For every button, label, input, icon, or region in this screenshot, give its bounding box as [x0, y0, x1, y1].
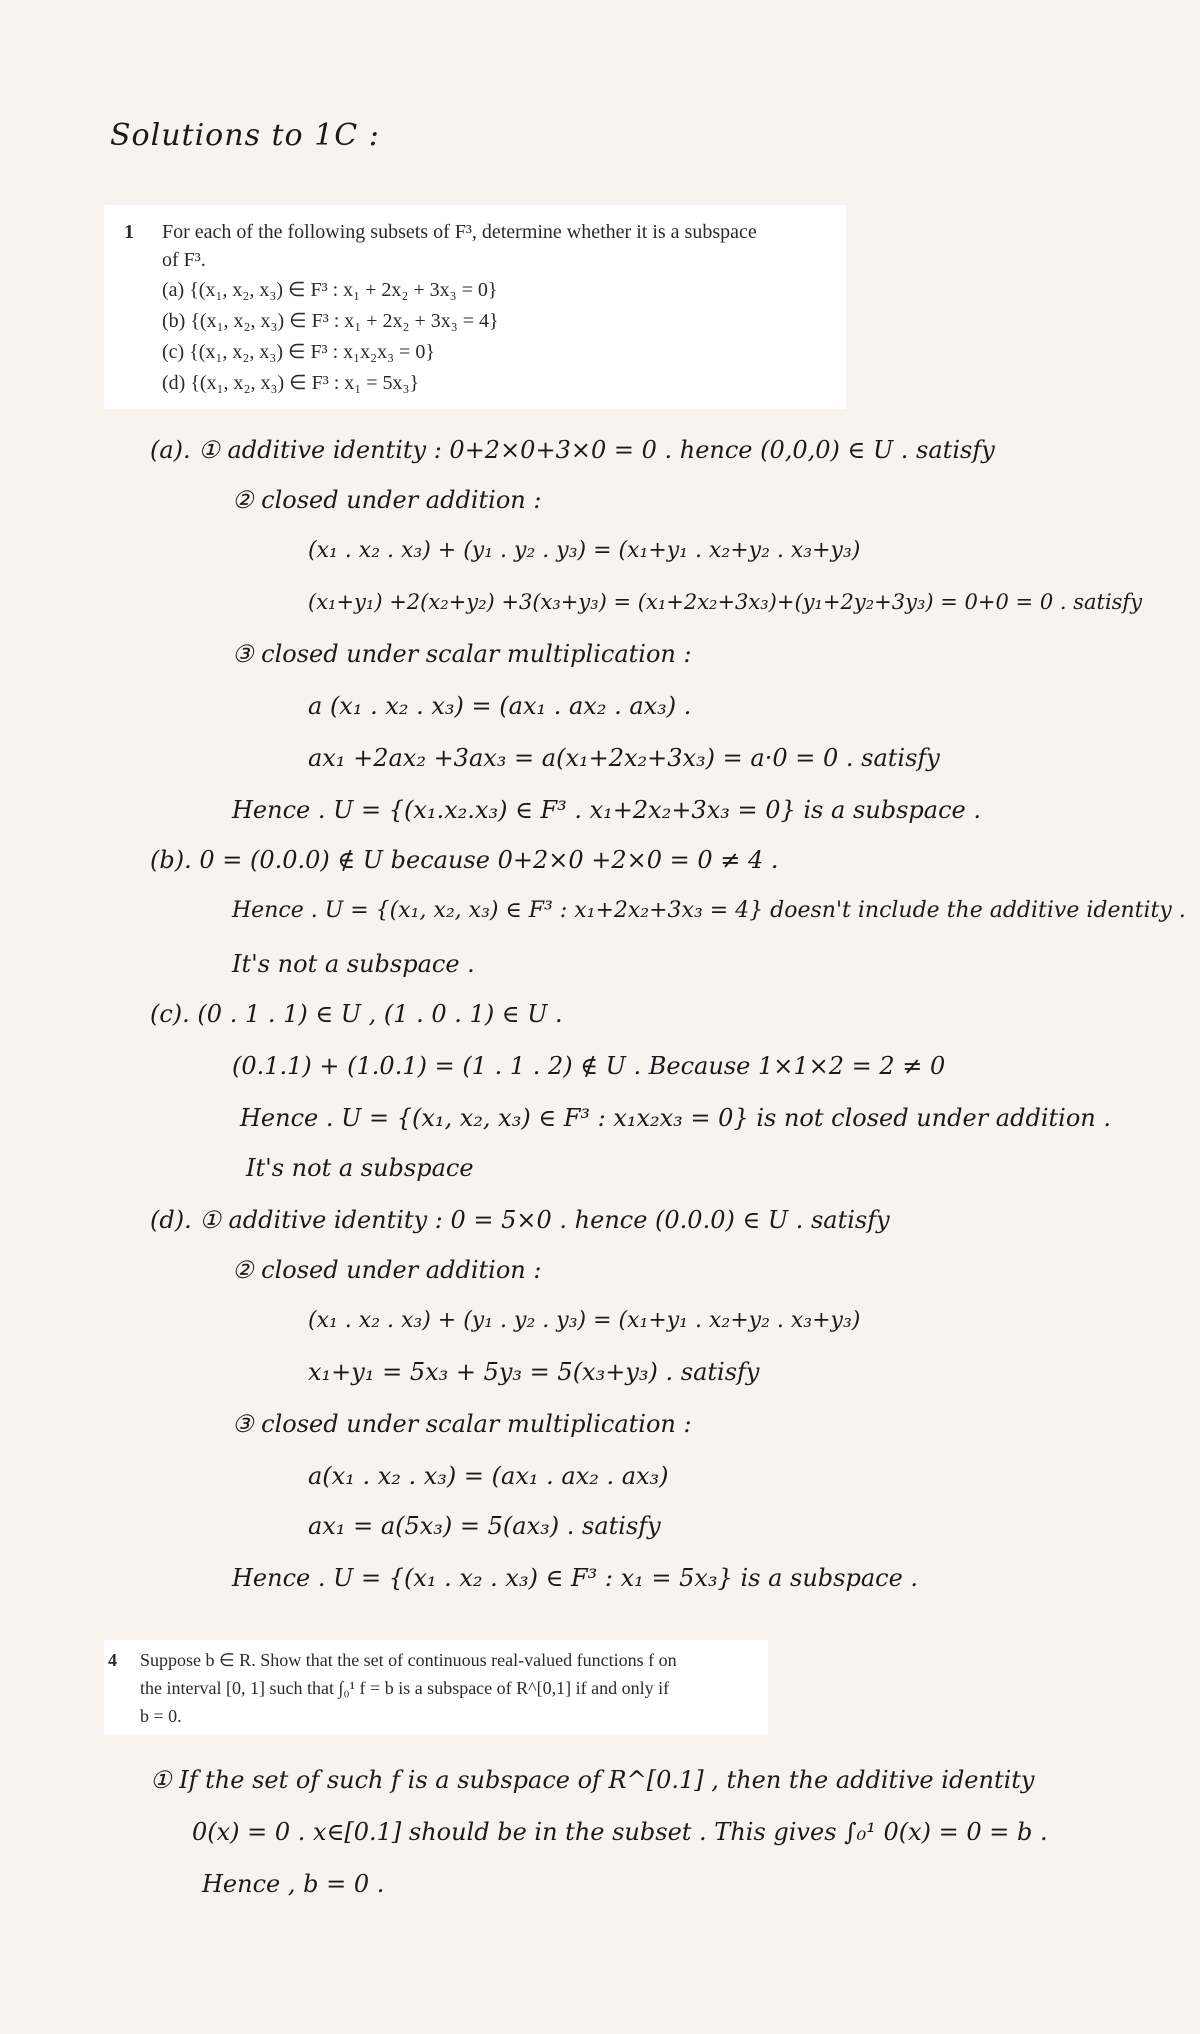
problem-statement-line: the interval [0, 1] such that ∫₀¹ f = b is a subspace of R^[0,1] if and only if	[140, 1678, 670, 1698]
solution-line: a(x₁ . x₂ . x₃) = (ax₁ . ax₂ . ax₃)	[308, 1462, 669, 1490]
solution-line: x₁+y₁ = 5x₃ + 5y₃ = 5(x₃+y₃) . satisfy	[308, 1358, 760, 1386]
solution-line: (a). ① additive identity : 0+2×0+3×0 = 0 . hence (0,0,0) ∈ U . satisfy	[150, 436, 995, 464]
solution-line: (x₁ . x₂ . x₃) + (y₁ . y₂ . y₃) = (x₁+y₁ . x₂+y₂ . x₃+y₃)	[308, 538, 861, 563]
problem-statement-line: Suppose b ∈ R. Show that the set of continuous real-valued functions f on	[140, 1650, 677, 1670]
solution-line: 0(x) = 0 . x∈[0.1] should be in the subset . This gives ∫₀¹ 0(x) = 0 = b .	[192, 1818, 1048, 1846]
solution-line: ax₁ +2ax₂ +3ax₃ = a(x₁+2x₂+3x₃) = a·0 = 0 . satisfy	[308, 744, 940, 772]
solution-line: ③ closed under scalar multiplication :	[232, 640, 692, 668]
solution-line: ② closed under addition :	[232, 486, 542, 514]
problem-4-excerpt	[104, 1640, 768, 1735]
solution-line: ② closed under addition :	[232, 1256, 542, 1284]
solution-line: Hence , b = 0 .	[202, 1870, 385, 1898]
solution-line: (x₁ . x₂ . x₃) + (y₁ . y₂ . y₃) = (x₁+y₁ . x₂+y₂ . x₃+y₃)	[308, 1308, 861, 1333]
solution-line: ③ closed under scalar multiplication :	[232, 1410, 692, 1438]
solution-line: a (x₁ . x₂ . x₃) = (ax₁ . ax₂ . ax₃) .	[308, 692, 692, 720]
problem-part-c: (c) {(x₁, x₂, x₃) ∈ F³ : x₁x₂x₃ = 0}	[162, 341, 435, 363]
solution-line: Hence . U = {(x₁, x₂, x₃) ∈ F³ : x₁+2x₂+3x₃ = 4} doesn't include the additive identity .	[232, 898, 1186, 923]
problem-number: 4	[108, 1650, 117, 1670]
solution-line: (d). ① additive identity : 0 = 5×0 . hence (0.0.0) ∈ U . satisfy	[150, 1206, 890, 1234]
solution-line: It's not a subspace .	[232, 950, 475, 978]
solution-line: (0.1.1) + (1.0.1) = (1 . 1 . 2) ∉ U . Because 1×1×2 = 2 ≠ 0	[232, 1052, 946, 1080]
problem-statement-line: b = 0.	[140, 1706, 182, 1726]
solution-line: (c). (0 . 1 . 1) ∈ U , (1 . 0 . 1) ∈ U .	[150, 1000, 563, 1028]
page-title: Solutions to 1C :	[110, 118, 380, 153]
problem-part-b: (b) {(x₁, x₂, x₃) ∈ F³ : x₁ + 2x₂ + 3x₃ = 4}	[162, 310, 499, 332]
problem-statement-line: of F³.	[162, 249, 206, 271]
problem-number: 1	[124, 221, 134, 243]
problem-1-excerpt	[104, 205, 846, 409]
solution-line: Hence . U = {(x₁.x₂.x₃) ∈ F³ . x₁+2x₂+3x₃ = 0} is a subspace .	[232, 796, 981, 824]
solution-line: (b). 0 = (0.0.0) ∉ U because 0+2×0 +2×0 = 0 ≠ 4 .	[150, 846, 779, 874]
solution-line: It's not a subspace	[246, 1154, 474, 1182]
solution-line: (x₁+y₁) +2(x₂+y₂) +3(x₃+y₃) = (x₁+2x₂+3x₃)+(y₁+2y₂+3y₃) = 0+0 = 0 . satisfy	[308, 590, 1143, 614]
solution-line: ax₁ = a(5x₃) = 5(ax₃) . satisfy	[308, 1512, 661, 1540]
solution-line: ① If the set of such f is a subspace of R^[0.1] , then the additive identity	[150, 1766, 1035, 1794]
solution-line: Hence . U = {(x₁ . x₂ . x₃) ∈ F³ : x₁ = 5x₃} is a subspace .	[232, 1564, 919, 1592]
problem-statement-line: For each of the following subsets of F³, determine whether it is a subspace	[162, 221, 757, 243]
problem-part-d: (d) {(x₁, x₂, x₃) ∈ F³ : x₁ = 5x₃}	[162, 372, 420, 394]
problem-part-a: (a) {(x₁, x₂, x₃) ∈ F³ : x₁ + 2x₂ + 3x₃ = 0}	[162, 279, 498, 301]
solution-line: Hence . U = {(x₁, x₂, x₃) ∈ F³ : x₁x₂x₃ = 0} is not closed under addition .	[240, 1104, 1111, 1132]
